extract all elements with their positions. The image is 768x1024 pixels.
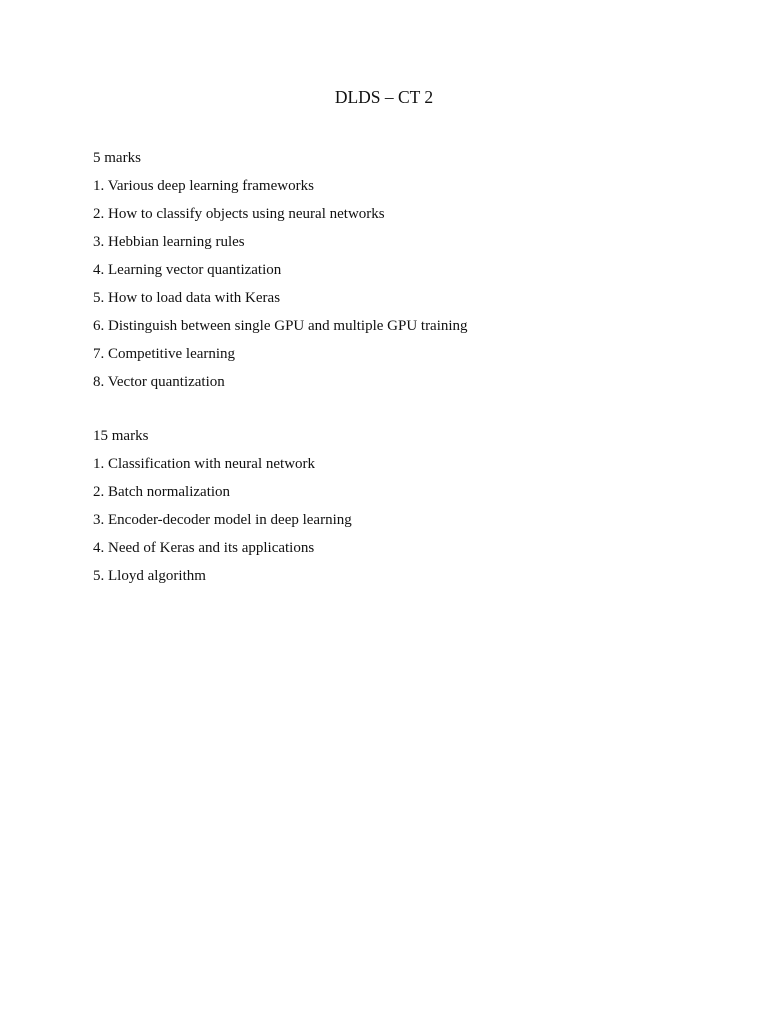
question-item: 1. Various deep learning frameworks [93,178,314,194]
question-item: 3. Hebbian learning rules [93,234,245,250]
document-title: DLDS – CT 2 [334,87,434,107]
question-list [93,454,352,586]
question-item: 2. How to classify objects using neural networks [93,206,385,222]
question-item: 6. Distinguish between single GPU and multiple GPU training [93,318,468,334]
question-item: 2. Batch normalization [93,484,231,500]
question-list [93,176,468,392]
section-heading: 15 marks [93,428,149,444]
question-item: 7. Competitive learning [93,346,236,362]
question-item: 5. How to load data with Keras [93,290,281,306]
question-item: 4. Need of Keras and its applications [93,540,315,556]
section-15-marks [93,426,352,594]
question-item: 8. Vector quantization [93,374,225,390]
question-item: 1. Classification with neural network [93,456,316,472]
section-5-marks [93,148,468,400]
question-item: 5. Lloyd algorithm [93,568,206,584]
section-heading: 5 marks [93,150,141,166]
question-item: 4. Learning vector quantization [93,262,282,278]
question-item: 3. Encoder-decoder model in deep learning [93,512,352,528]
